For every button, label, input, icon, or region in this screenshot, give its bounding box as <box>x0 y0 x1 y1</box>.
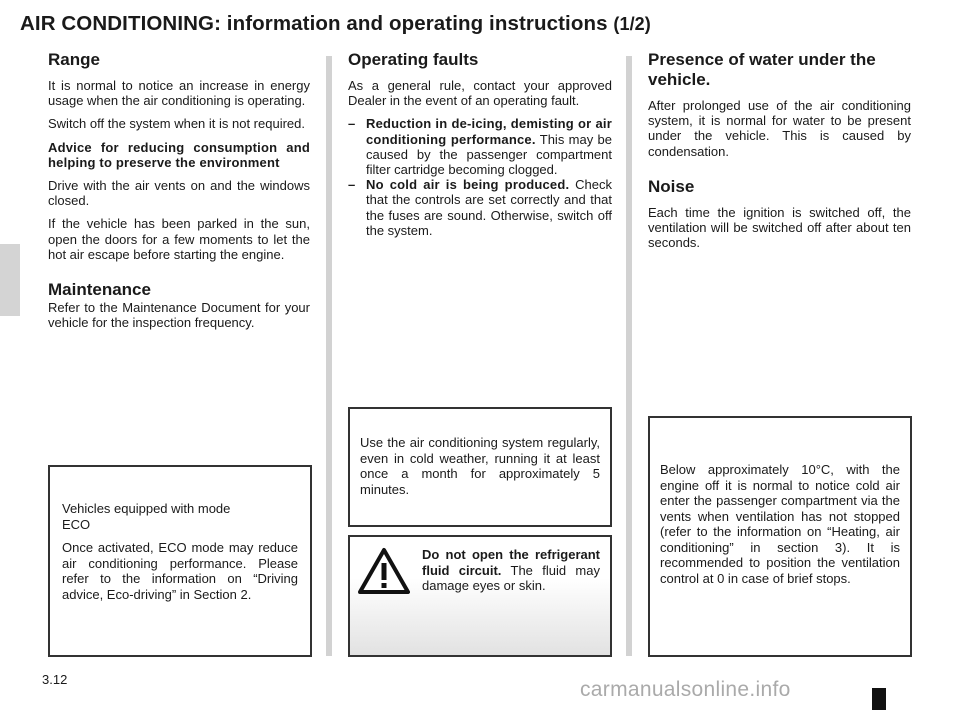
eco-box-text: Once activated, ECO mode may reduce air conditioning performance. Please refer to the information on “Driving advice, Eco-driving” in Section 2. <box>62 540 298 602</box>
column-divider-1 <box>326 56 332 656</box>
warning-text: The fluid may damage eyes or skin. <box>422 562 600 593</box>
advice-paragraph-1: Drive with the air vents on and the windows closed. <box>48 178 310 209</box>
eco-mode-box <box>48 465 312 657</box>
regular-use-text: Use the air conditioning system regularly, even in cold weather, running it at least once a month for approximately 5 minutes. <box>360 435 600 497</box>
fault-item-title: Reduction in de-icing, demisting or air conditioning performance. <box>366 116 612 147</box>
page-part-indicator: (1/2) <box>613 14 651 34</box>
range-paragraph-1: It is normal to notice an increase in energy usage when the air conditioning is operating. <box>48 78 310 109</box>
section-edge-tab <box>0 244 20 316</box>
range-heading: Range <box>48 50 100 69</box>
noise-heading: Noise <box>648 176 695 196</box>
fault-item <box>348 177 612 238</box>
fault-item-text: This may be caused by the passenger compartment filter cartridge becoming clogged. <box>366 131 612 178</box>
advice-heading: Advice for reducing consumption and helping to preserve the environment <box>48 139 310 170</box>
fault-item-title: No cold air is being produced. <box>366 177 570 193</box>
faults-list <box>348 116 612 238</box>
cold-air-note-text: Below approximately 10°C, with the engine off it is normal to notice cold air enter the passenger compartment via the vents when ventilation has not stopped (refer to the information on “Heating, air conditioning” in section 3). It is recommended to position the ventilation control at 0 in case of brief stops. <box>660 462 900 586</box>
cold-air-note-box <box>648 416 912 657</box>
advice-paragraph-2: If the vehicle has been parked in the sun, open the doors for a few moments to let the hot air escape before starting the engine. <box>48 216 310 262</box>
watermark: carmanualsonline.info <box>580 678 791 701</box>
eco-box-title: Vehicles equipped with mode ECO <box>62 501 231 532</box>
list-dash: – <box>348 177 356 193</box>
maintenance-heading: Maintenance <box>48 280 151 300</box>
page-number: 3.12 <box>42 672 68 687</box>
refrigerant-warning-box <box>348 535 612 657</box>
page-corner-marker <box>872 688 886 710</box>
regular-use-box <box>348 407 612 527</box>
column-divider-2 <box>626 56 632 656</box>
list-dash: – <box>348 116 356 132</box>
noise-paragraph: Each time the ignition is switched off, the ventilation will be switched off after about ten seconds. <box>648 204 911 251</box>
faults-heading: Operating faults <box>348 50 479 69</box>
warning-triangle-icon <box>358 547 410 645</box>
maintenance-paragraph: Refer to the Maintenance Document for your vehicle for the inspection frequency. <box>48 300 310 331</box>
faults-intro: As a general rule, contact your approved Dealer in the event of an operating fault. <box>348 78 612 109</box>
page-title-text: AIR CONDITIONING: information and operating instructions <box>20 12 608 35</box>
fault-item <box>348 116 612 177</box>
water-paragraph: After prolonged use of the air conditioning system, it is normal for water to be present under the vehicle. This is caused by condensation. <box>648 98 911 159</box>
fault-item-text: Check that the controls are set correctly and that the fuses are sound. Otherwise, switch off the system. <box>366 177 612 238</box>
range-paragraph-2: Switch off the system when it is not required. <box>48 116 305 132</box>
column-left <box>48 50 310 338</box>
water-heading: Presence of water under the vehicle. <box>648 50 876 89</box>
warning-bold-text: Do not open the refrigerant fluid circuit. <box>422 547 600 578</box>
column-middle <box>348 50 612 238</box>
page-title <box>20 12 651 36</box>
warning-text-block <box>422 547 600 645</box>
column-right <box>648 50 911 258</box>
